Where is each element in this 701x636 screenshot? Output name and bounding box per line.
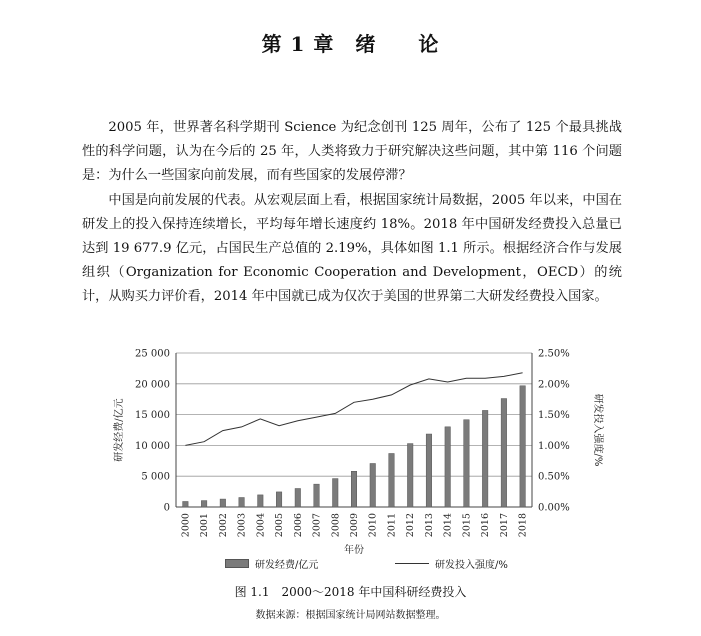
bar bbox=[183, 501, 189, 507]
bar bbox=[445, 427, 451, 507]
x-tick-label: 2018 bbox=[517, 513, 529, 538]
x-tick-label: 2011 bbox=[386, 513, 398, 538]
bar bbox=[407, 444, 413, 507]
bar bbox=[482, 410, 488, 507]
x-tick-label: 2004 bbox=[255, 513, 267, 538]
bar bbox=[426, 434, 432, 507]
figure-caption: 图 1.1 2000～2018 年中国科研经费投入 bbox=[234, 585, 467, 599]
bar bbox=[501, 399, 507, 507]
bar bbox=[464, 420, 470, 507]
x-tick-label: 2001 bbox=[199, 513, 211, 538]
y2-tick-label: 0.50% bbox=[538, 471, 570, 483]
y2-axis-title: 研发投入强度/% bbox=[592, 393, 603, 467]
bar bbox=[276, 492, 282, 507]
y2-tick-label: 2.50% bbox=[538, 348, 570, 360]
x-tick-label: 2008 bbox=[330, 513, 342, 538]
x-tick-label: 2002 bbox=[217, 513, 229, 538]
bar bbox=[520, 386, 526, 507]
x-tick-label: 2003 bbox=[236, 513, 248, 538]
y2-tick-label: 1.00% bbox=[538, 440, 570, 452]
y-tick-label: 20 000 bbox=[135, 379, 170, 391]
y2-tick-label: 2.00% bbox=[538, 379, 570, 391]
x-axis-title: 年份 bbox=[344, 545, 364, 556]
x-tick-label: 2015 bbox=[461, 513, 473, 538]
legend-line-swatch bbox=[395, 563, 429, 564]
bar bbox=[220, 499, 226, 507]
legend-item-bar bbox=[225, 556, 318, 571]
x-tick-label: 2000 bbox=[180, 513, 192, 538]
y-axis-title: 研发经费/亿元 bbox=[114, 398, 125, 462]
legend-line-label: 研发投入强度/% bbox=[435, 560, 508, 571]
bar bbox=[351, 471, 357, 507]
legend-item-line bbox=[395, 556, 508, 571]
body-text bbox=[82, 116, 622, 310]
x-tick-label: 2016 bbox=[480, 513, 492, 538]
bar bbox=[295, 489, 301, 507]
y-tick-label: 25 000 bbox=[135, 348, 170, 360]
bar bbox=[333, 479, 339, 507]
y-tick-label: 15 000 bbox=[135, 410, 170, 422]
figure-source: 数据来源：根据国家统计局网站数据整理。 bbox=[255, 610, 446, 621]
chart-legend bbox=[225, 556, 585, 572]
y2-tick-label: 1.50% bbox=[538, 410, 570, 422]
bar bbox=[258, 495, 264, 507]
y-tick-label: 5 000 bbox=[141, 471, 170, 483]
bar bbox=[389, 453, 395, 507]
chapter-title: 第 1 章 绪 论 bbox=[261, 32, 440, 56]
y2-tick-label: 0.00% bbox=[538, 502, 570, 514]
x-tick-label: 2006 bbox=[292, 513, 304, 538]
x-tick-label: 2007 bbox=[311, 513, 323, 538]
paragraph-1: 2005 年，世界著名科学期刊 Science 为纪念创刊 125 周年，公布了 125 个最具挑战性的科学问题，认为在今后的 25 年，人类将致力于研究解决这些问题，其中第 116 个问题是：为什么一些国家向前发展，而有些国家的发展停滞？ bbox=[82, 120, 622, 184]
legend-bar-swatch bbox=[225, 559, 249, 568]
x-tick-label: 2010 bbox=[367, 513, 379, 538]
y-tick-label: 10 000 bbox=[135, 440, 170, 452]
bar bbox=[201, 501, 207, 507]
rd-investment-chart bbox=[100, 340, 620, 570]
bar bbox=[314, 484, 320, 507]
y-tick-label: 0 bbox=[163, 502, 170, 514]
bar bbox=[239, 498, 245, 507]
x-tick-label: 2005 bbox=[274, 513, 286, 538]
paragraph-2: 中国是向前发展的代表。从宏观层面上看，根据国家统计局数据，2005 年以来，中国在研发上的投入保持连续增长，平均每年增长速度约 18%。2018 年中国研发经费投入总量已达到 19 677.9 亿元，占国民生产总值的 2.19%，具体如图 1.1 所示。根据经济合作与发展组织（Organization for Economic Cooperation and Development，OECD）的统计，从购买力评价看，2014 年中国就已成为仅次于美国的世界第二大研发经费投入国家。 bbox=[82, 192, 622, 305]
legend-bar-label: 研发经费/亿元 bbox=[255, 560, 319, 571]
x-tick-label: 2017 bbox=[498, 513, 510, 538]
x-tick-label: 2012 bbox=[405, 513, 417, 538]
x-tick-label: 2013 bbox=[423, 513, 435, 538]
x-tick-label: 2009 bbox=[349, 513, 360, 538]
x-tick-label: 2014 bbox=[442, 513, 454, 538]
bar bbox=[370, 463, 376, 507]
